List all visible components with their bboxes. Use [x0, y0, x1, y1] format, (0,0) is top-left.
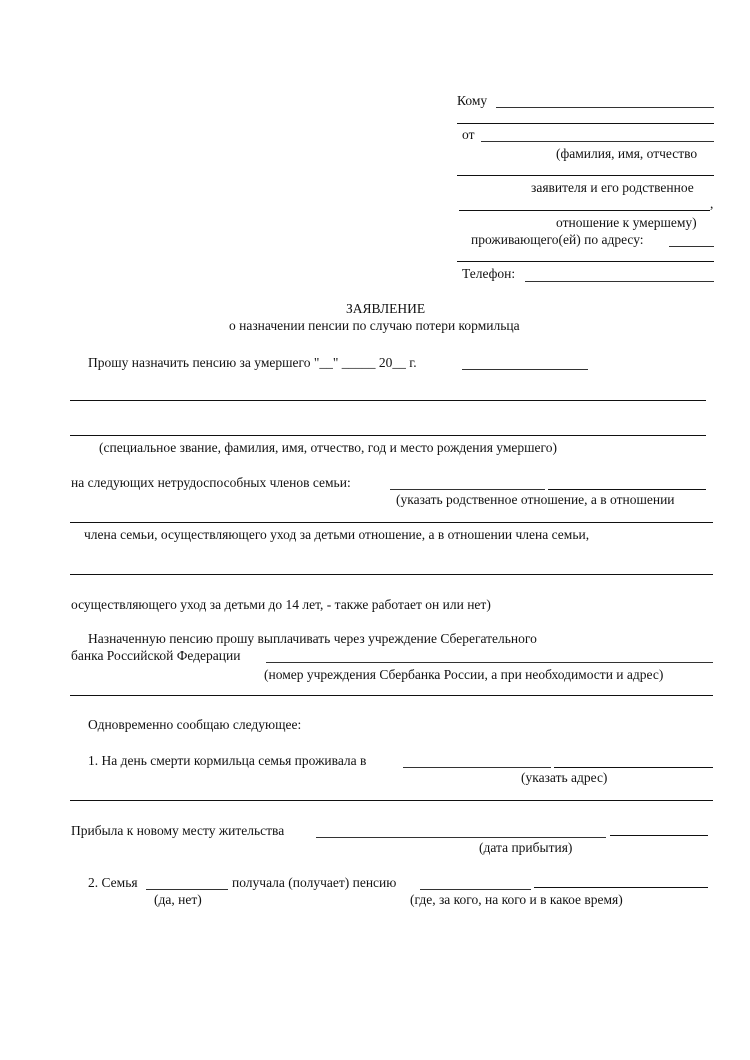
also-inform-text: Одновременно сообщаю следующее: [88, 717, 302, 732]
family-field-line-2[interactable] [70, 522, 713, 523]
document-title: ЗАЯВЛЕНИЕ [346, 301, 426, 316]
bank-field-line-2[interactable] [70, 695, 713, 696]
item2-yesno-note: (да, нет) [154, 892, 202, 907]
arrived-field-line[interactable] [610, 835, 708, 836]
family-field-line-thin[interactable] [390, 489, 545, 490]
item2-where-line[interactable] [534, 887, 708, 888]
to-field-line[interactable] [496, 107, 714, 108]
payment-line-2: банка Российской Федерации [71, 648, 241, 663]
to-label: Кому [457, 93, 488, 108]
item2-yesno-line[interactable] [146, 889, 228, 890]
deceased-field-line-2[interactable] [70, 435, 706, 436]
address-field-line[interactable] [669, 246, 714, 247]
applicant-note: заявителя и его родственное [531, 180, 694, 195]
phone-label: Телефон: [462, 266, 516, 281]
item2-where-note: (где, за кого, на кого и в какое время) [410, 892, 623, 907]
bank-field-line[interactable] [266, 662, 713, 663]
family-note: (указать родственное отношение, а в отношении [396, 492, 675, 507]
deceased-note: (специальное звание, фамилия, имя, отчество, год и место рождения умершего) [99, 440, 557, 455]
comma-mark: , [710, 196, 714, 211]
deceased-field-line-1[interactable] [70, 400, 706, 401]
arrival-date-note: (дата прибытия) [479, 840, 573, 855]
item2-family-text: 2. Семья [88, 875, 138, 890]
item2-where-line-thin[interactable] [420, 889, 531, 890]
fio-field-line[interactable] [457, 175, 714, 176]
to-field-line-2[interactable] [457, 123, 714, 124]
request-text: Прошу назначить пенсию за умершего "__" _____ 20__ г. [88, 355, 417, 370]
item2-received-text: получала (получает) пенсию [232, 875, 397, 890]
family-field-line[interactable] [548, 489, 706, 490]
payment-line-1: Назначенную пенсию прошу выплачивать через учреждение Сберегательного [88, 631, 537, 646]
bank-note: (номер учреждения Сбербанка России, а при необходимости и адрес) [264, 667, 664, 682]
relation-note: отношение к умершему) [556, 215, 697, 230]
arrived-text: Прибыла к новому месту жительства [71, 823, 285, 838]
phone-field-line[interactable] [525, 281, 714, 282]
relation-field-line[interactable] [459, 210, 710, 211]
from-field-line[interactable] [481, 141, 714, 142]
works-line: осуществляющего уход за детьми до 14 лет, - также работает он или нет) [71, 597, 491, 612]
item1-text: 1. На день смерти кормильца семья проживала в [88, 753, 367, 768]
from-label: от [462, 127, 475, 142]
item1-note: (указать адрес) [521, 770, 608, 785]
caregiver-line: члена семьи, осуществляющего уход за детьми отношение, а в отношении члена семьи, [84, 527, 590, 542]
address-field-line-2[interactable] [457, 261, 714, 262]
request-field-line[interactable] [462, 369, 588, 370]
item1-field-line-thin[interactable] [403, 767, 551, 768]
family-field-line-3[interactable] [70, 574, 713, 575]
fio-note: (фамилия, имя, отчество [556, 146, 698, 161]
item1-field-line[interactable] [554, 767, 713, 768]
address-label: проживающего(ей) по адресу: [471, 232, 644, 247]
document-subtitle: о назначении пенсии по случаю потери кормильца [229, 318, 520, 333]
item1-field-line-2[interactable] [70, 800, 713, 801]
arrived-field-line-thin[interactable] [316, 837, 606, 838]
family-label: на следующих нетрудоспособных членов семьи: [71, 475, 351, 490]
